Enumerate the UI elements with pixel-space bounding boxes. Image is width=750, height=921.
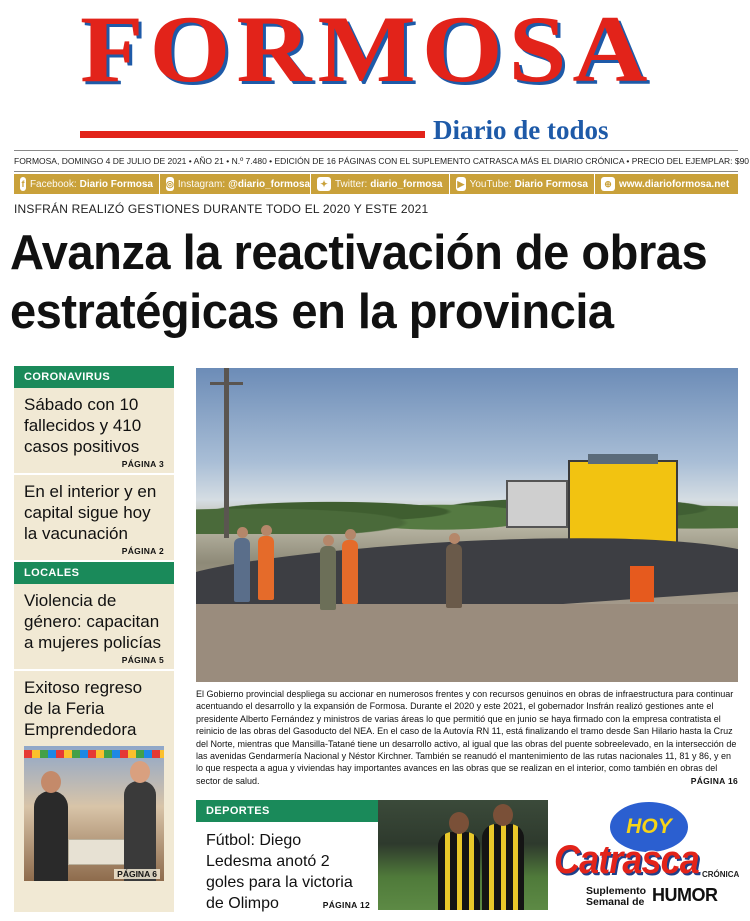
main-headline[interactable]: Avanza la reactivación de obras estratégicas en la provincia: [10, 226, 708, 339]
brief-story[interactable]: [14, 671, 174, 740]
traffic-barrel: [630, 566, 654, 602]
catrasca-promo[interactable]: [552, 798, 742, 916]
brief-title: En el interior y en capital sigue hoy la vacunación: [24, 482, 157, 543]
youtube-icon: ▶: [457, 179, 465, 189]
brief-title: Exitoso regreso de la Feria Emprendedora: [24, 678, 143, 739]
worker-figure: [342, 540, 358, 604]
tagline: Diario de todos: [433, 115, 609, 145]
brief-story[interactable]: [14, 584, 174, 671]
humor-label: HUMOR: [652, 885, 718, 905]
social-label: YouTube:: [469, 178, 512, 190]
cronica-mark: CRÓNICA: [702, 870, 740, 879]
hoy-badge: HOY: [610, 802, 688, 852]
main-kicker: INSFRÁN REALIZÓ GESTIONES DURANTE TODO EL 2020 Y ESTE 2021: [14, 202, 429, 216]
social-handle: Diario Formosa: [514, 178, 588, 190]
main-photo-road-works[interactable]: [196, 368, 738, 682]
masthead: [0, 0, 750, 150]
sports-title: Fútbol: Diego Ledesma anotó 2 goles para la victoria de Olimpo: [206, 832, 353, 912]
social-link-facebook[interactable]: [14, 174, 160, 194]
twitter-icon: ✦: [317, 177, 331, 191]
social-handle: diario_formosa: [370, 178, 443, 190]
social-link-twitter[interactable]: [311, 174, 450, 194]
social-link-instagram[interactable]: [160, 174, 311, 194]
brief-title: Sábado con 10 fallecidos y 410 casos positivos: [24, 395, 142, 456]
logo-underline: [80, 131, 425, 138]
social-label: Instagram:: [177, 178, 226, 190]
bunting-decoration: [24, 750, 164, 758]
sports-story: [196, 822, 378, 910]
player-figure: [438, 832, 480, 910]
page-ref: PÁGINA 12: [322, 900, 370, 910]
social-link-youtube[interactable]: [450, 174, 595, 194]
section-label-locales: LOCALES: [14, 562, 174, 584]
sidebar: [14, 366, 174, 912]
feria-photo[interactable]: [24, 746, 164, 881]
social-handle: Diario Formosa: [79, 178, 153, 190]
main-story-page-ref: PÁGINA 16: [690, 776, 738, 786]
section-label-coronavirus: CORONAVIRUS: [14, 366, 174, 388]
catrasca-logo: Catrasca: [554, 838, 699, 882]
social-bar: [14, 174, 738, 194]
brief-story[interactable]: [14, 475, 174, 562]
player-figure: [482, 824, 524, 910]
social-handle: @diario_formosa: [228, 178, 311, 190]
newspaper-logo[interactable]: FORMOSA: [80, 0, 654, 103]
page-ref: PÁGINA 5: [121, 655, 164, 665]
visitor-figure: [124, 781, 156, 881]
worker-figure: [258, 536, 274, 600]
worker-figure: [446, 544, 462, 608]
section-label-deportes: DEPORTES: [196, 800, 378, 822]
social-link-website[interactable]: [595, 174, 738, 194]
supplement-line-2: Semanal de: [586, 896, 645, 908]
vendor-figure: [34, 791, 68, 881]
worker-figure: [234, 538, 250, 602]
instagram-icon: ◎: [166, 179, 174, 189]
sports-teaser[interactable]: [196, 800, 548, 910]
main-story-body: El Gobierno provincial despliega su accionar en numerosos frentes y con recursos genuinos en obras de infraestructura para continuar acentuando el desarrollo y la expansión de Formosa. Durante el 2020 y este 2021, el gobernador Insfrán realizó gestiones ante el presidente Alberto Fernández y ministros de varias áreas lo que permitió que en junio se haya firmado con la empresa contratista el reinicio de las obras del Gasoducto del NEA. En el caso de la Autovía RN 11, está finalizando el tramo desde San Hilario hasta la Cruz del Norte, mientras que Mansilla-Tatané tiene un desarrollo activo, al igual que las obras del puente sobreelevado, en la intersección de las avenidas Gendarmería Nacional y Néstor Kirchner. También se reanudó el mantenimiento de las rutas nacionales 11, 81 y 86, y en lo que respecta a agua y viviendas hay importantes avances en las obras que se realizan en el interior, como también en obras del sector de salud.: [196, 689, 737, 786]
sports-photo: [378, 800, 548, 910]
website-url: www.diarioformosa.net: [619, 178, 730, 190]
social-label: Facebook:: [29, 178, 77, 190]
edition-info: FORMOSA, DOMINGO 4 DE JULIO DE 2021 • AÑO 21 • N.º 7.480 • EDICIÓN DE 16 PÁGINAS CON EL SUPLEMENTO CATRASCA MÁS EL DIARIO CRÓNICA • PRECIO DEL EJEMPLAR: $90: [14, 150, 738, 172]
utility-pole: [224, 368, 229, 538]
supplement-line-1: Suplemento: [586, 885, 647, 897]
dump-truck: [506, 480, 568, 528]
brief-story[interactable]: [14, 388, 174, 475]
social-label: Twitter:: [335, 178, 368, 190]
globe-icon: ⊕: [601, 177, 615, 191]
dirt-ground: [196, 604, 738, 682]
brief-title: Violencia de género: capacitan a mujeres policías: [24, 591, 162, 652]
supplement-caption: [586, 886, 646, 908]
page-ref: PÁGINA 3: [121, 459, 164, 469]
worker-figure: [320, 546, 336, 610]
facebook-icon: f: [21, 179, 25, 189]
page-ref: PÁGINA 2: [121, 546, 164, 556]
page-ref: PÁGINA 6: [114, 869, 160, 879]
